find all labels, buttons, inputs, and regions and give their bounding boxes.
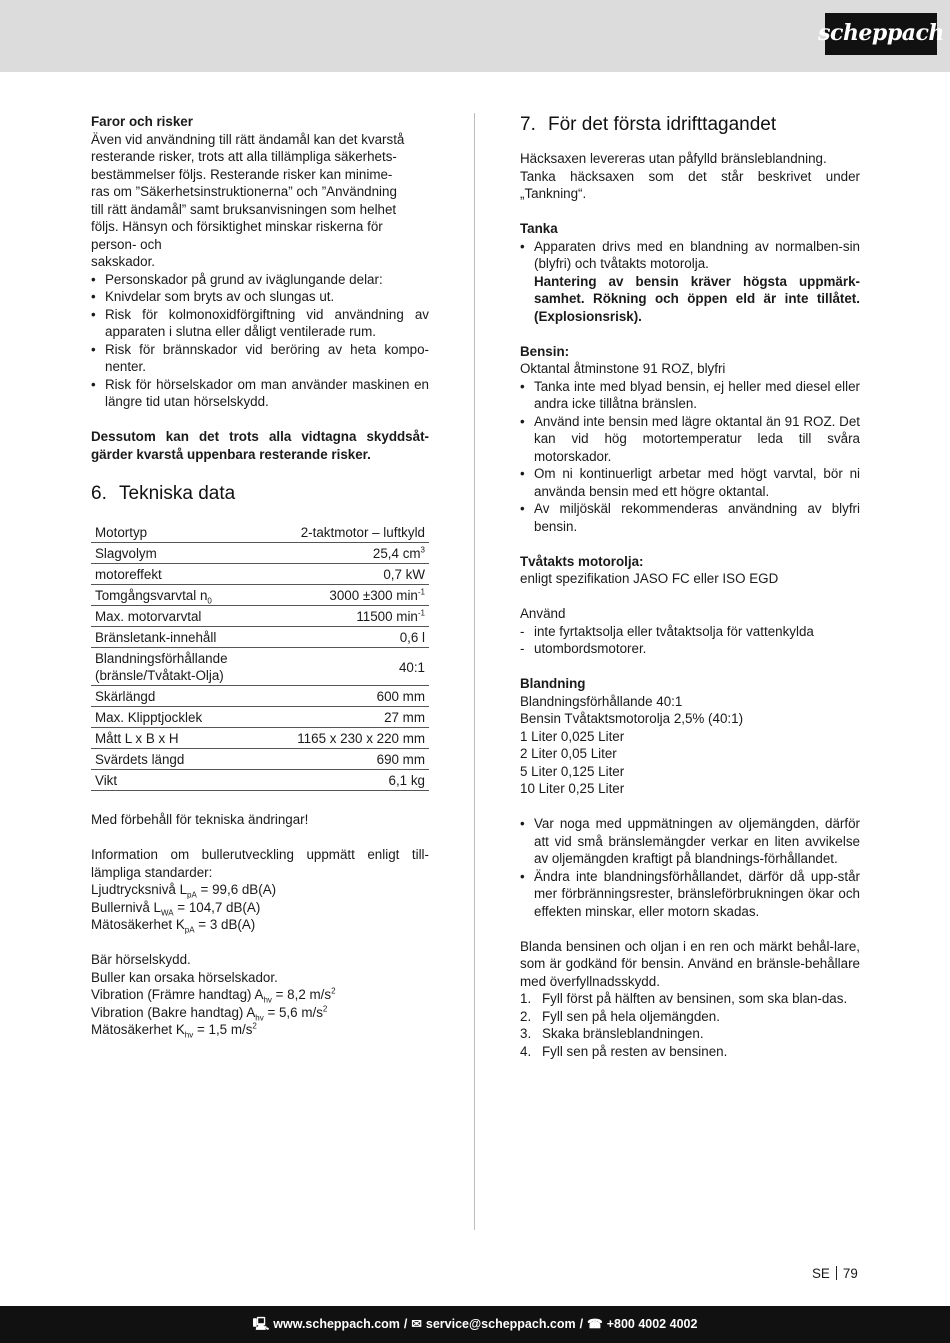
list-item: - utombordsmotorer. [520, 640, 860, 658]
page-number [812, 1265, 858, 1283]
list-item: • Om ni kontinuerligt arbetar med högt varvtal, bör ni använda bensin med ett högre oktantal. [520, 465, 860, 500]
page-header [0, 0, 950, 72]
intro-line: Häcksaxen levereras utan påfylld bränsleblandning. [520, 151, 827, 166]
scheppach-logo: scheppach [825, 13, 937, 55]
laptop-icon: 🖳 [252, 1316, 270, 1331]
reservation-note: Med förbehåll för tekniska ändringar! [91, 812, 309, 827]
spec-value: 40:1 [263, 648, 429, 686]
spec-label: Max. Klipptjocklek [91, 707, 263, 728]
tank-list [520, 238, 860, 326]
table-row [91, 686, 429, 707]
spec-value: 2-taktmotor – luftkyld [263, 522, 429, 543]
spec-value: 11500 $\min^{-1}$ [263, 606, 429, 627]
hearing-protection-note: Bär hörselskydd. [91, 952, 191, 967]
list-item: 1. Fyll först på hälften av bensinen, som ska blan-das. [520, 991, 848, 1006]
noise-uncertainty: Mätosäkerhet $K_{pA} = 3$ dB(A) [91, 917, 256, 935]
table-row [91, 707, 429, 728]
table-row [91, 564, 429, 585]
table-row [91, 648, 429, 686]
mail-icon: ✉ [411, 1316, 422, 1331]
section-number: 7. [520, 114, 536, 135]
noise-intro: Information om bullerutveckling uppmätt enligt till-lämpliga standarder: [91, 847, 429, 880]
mix-ratio-line: 2 Liter 0,05 Liter [520, 746, 617, 761]
page-number-value: 79 [842, 1266, 858, 1281]
risks-line: till rätt ändamål” samt bruksanvisningen som helhet [91, 201, 397, 217]
spec-label: Blandningsförhållande (bränsle/Tvåtakt-Olja) [91, 648, 263, 686]
intro-line: Tanka häcksaxen som det står beskrivet under [520, 168, 860, 184]
bensin-heading: Bensin: [520, 343, 570, 359]
risk-list [91, 271, 429, 411]
mix-heading: Blandning [520, 676, 586, 691]
table-row [91, 522, 429, 543]
risks-line: sakskador. [91, 254, 156, 269]
language-code: SE [812, 1266, 830, 1281]
spec-label: Slagvolym [91, 543, 263, 564]
list-item: • Av miljöskäl rekommenderas användning av blyfri bensin. [520, 500, 860, 535]
list-item: • Använd inte bensin med lägre oktantal än 91 ROZ. Det kan vid hög motortemperatur leda till svåra motorskador. [520, 413, 860, 466]
intro-paragraph [520, 150, 860, 203]
spec-label: Tomgångsvarvtal $n_0$ [91, 585, 263, 606]
bensin-octane-line: Oktantal åtminstone 91 ROZ, blyfri [520, 361, 726, 376]
risks-line: Även vid användning till rätt ändamål kan det kvarstå [91, 131, 405, 147]
right-column [520, 113, 860, 1060]
risks-paragraph [91, 131, 429, 271]
spec-label: Skärlängd [91, 686, 263, 707]
spec-value: 690 mm [263, 749, 429, 770]
mix-steps [520, 990, 860, 1060]
risks-line: följs. Hänsyn och försiktighet minskar riskerna för [91, 219, 383, 234]
spec-value: 0,6 l [263, 627, 429, 648]
email-link[interactable]: service@scheppach.com [425, 1316, 576, 1331]
list-item: • Personskador på grund av iväglungande delar: [91, 271, 429, 289]
spec-label: Mått L x B x H [91, 728, 263, 749]
left-column [91, 113, 429, 1039]
spec-label: Svärdets längd [91, 749, 263, 770]
phone-icon: ☎ [587, 1316, 603, 1331]
phone-number: +800 4002 4002 [606, 1316, 698, 1331]
spec-label: Max. motorvarvtal [91, 606, 263, 627]
column-divider [474, 113, 475, 1230]
spec-label: motoreffekt [91, 564, 263, 585]
list-item: - inte fyrtaktsolja eller tvåtaktsolja för vattenkylda [520, 623, 860, 641]
website-link[interactable]: www.scheppach.com [273, 1316, 400, 1331]
mix-ratio-line: Blandningsförhållande 40:1 [520, 693, 683, 709]
list-item: 2. Fyll sen på hela oljemängden. [520, 1008, 720, 1024]
list-item: • Var noga med uppmätningen av oljemängden, därför att vid små bränslemängder verkar en liten avvikelse av oljemängden kraftigt på blandnings-förhållandet. [520, 815, 860, 868]
list-item: • Apparaten drivs med en blandning av normalben-sin (blyfri) och tvåtakts motorolja. Hantering av bensin kräver högsta uppmärk-samhet. Rökning och öppen eld är inte tillåtet. (Explosionsrisk). [520, 238, 860, 326]
mix-list [520, 815, 860, 920]
bensin-list [520, 378, 860, 536]
mix-ratio-line: 5 Liter 0,125 Liter [520, 763, 625, 779]
mix-ratio-line: 10 Liter 0,25 Liter [520, 781, 625, 796]
spec-value: 27 mm [263, 707, 429, 728]
use-list [520, 623, 860, 658]
list-item: • Ändra inte blandningsförhållandet, därför då upp-står mer förbränningsrester, bränsleförbrukningen ökar och effekten minskar, eller motorn skadas. [520, 868, 860, 921]
noise-pressure-level: Ljudtrycksnivå $L_{pA} = 99,6$ dB(A) [91, 882, 277, 900]
section-title: För det första idrifttagandet [548, 114, 777, 135]
spec-table [91, 522, 429, 791]
table-row [91, 606, 429, 627]
spec-value: 600 mm [263, 686, 429, 707]
hearing-damage-note: Buller kan orsaka hörselskador. [91, 969, 278, 985]
noise-power-level: Bullernivå $L_{WA} = 104,7$ dB(A) [91, 899, 261, 918]
risks-line: person- och [91, 236, 162, 252]
table-row [91, 728, 429, 749]
spec-value: 3000 ±300 $\min^{-1}$ [263, 585, 429, 606]
intro-line: „Tankning“. [520, 186, 587, 201]
list-item: • Risk för kolmonoxidförgiftning vid användning av apparaten i slutna eller dåligt ventilerade rum. [91, 306, 429, 341]
tank-warning: Hantering av bensin kräver högsta uppmärk-samhet. Rökning och öppen eld är inte tillåtet. (Explosionsrisk). [534, 273, 860, 324]
table-row [91, 749, 429, 770]
risks-line: resterande risker, trots att alla tillämpliga säkerhets- [91, 149, 397, 164]
list-item: • Risk för hörselskador om man använder maskinen en längre tid utan hörselskydd. [91, 376, 429, 411]
list-item: 4. Fyll sen på resten av bensinen. [520, 1043, 728, 1059]
spec-label: Motortyp [91, 522, 263, 543]
list-item: • Knivdelar som bryts av och slungas ut. [91, 288, 429, 306]
table-row [91, 770, 429, 791]
section-7-heading [520, 113, 860, 137]
list-item: • Tanka inte med blyad bensin, ej heller med diesel eller andra icke tillåtna bränslen. [520, 378, 860, 413]
spec-value: 0,7 kW [263, 564, 429, 585]
risks-line: ras om ”Säkerhetsinstruktionerna” och ”Användning [91, 184, 397, 199]
section-6-heading [91, 482, 429, 506]
use-label: Använd [520, 606, 566, 621]
vibration-uncertainty: Mätosäkerhet $K_{hv} = 1,5$ $m/s^2$ [91, 1021, 257, 1040]
residual-risk-note: Dessutom kan det trots alla vidtagna skyddsåt-gärder kvarstå uppenbara resterande risker. [91, 429, 429, 462]
spec-value: 25,4 $cm^3$ [263, 543, 429, 564]
vibration-front: Vibration (Främre handtag) $A_{hv} = 8,2$ $m/s^2$ [91, 986, 336, 1005]
section-title: Tekniska data [119, 483, 236, 504]
mix-paragraph: Blanda bensinen och oljan i en ren och märkt behål-lare, som är godkänd för bensin. Använd en bränsle-behållare med överfyllnadsskydd. [520, 938, 860, 989]
spec-label: Bränsletank-innehåll [91, 627, 263, 648]
mix-ratio-line: Bensin Tvåtaktsmotorolja 2,5% (40:1) [520, 711, 744, 726]
list-item: • Risk för brännskador vid beröring av heta kompo-nenter. [91, 341, 429, 376]
section-number: 6. [91, 483, 107, 504]
vibration-rear: Vibration (Bakre handtag) $A_{hv} = 5,6$ $m/s^2$ [91, 1004, 328, 1023]
tank-heading: Tanka [520, 221, 558, 236]
oil-spec-line: enligt spezifikation JASO FC eller ISO EGD [520, 571, 779, 586]
oil-heading: Tvåtakts motorolja: [520, 553, 644, 569]
list-item: 3. Skaka bränsleblandningen. [520, 1026, 704, 1041]
risks-line: bestämmelser följs. Resterande risker kan minime- [91, 166, 393, 182]
table-row [91, 543, 429, 564]
spec-label: Vikt [91, 770, 263, 791]
table-row [91, 627, 429, 648]
page-footer: 🖳 www.scheppach.com / ✉ service@scheppach.com / ☎ +800 4002 4002 [0, 1306, 950, 1343]
risks-heading: Faror och risker [91, 114, 193, 129]
mix-ratio-line: 1 Liter 0,025 Liter [520, 728, 625, 744]
spec-value: 1165 x 230 x 220 mm [263, 728, 429, 749]
table-row [91, 585, 429, 606]
spec-value: 6,1 kg [263, 770, 429, 791]
